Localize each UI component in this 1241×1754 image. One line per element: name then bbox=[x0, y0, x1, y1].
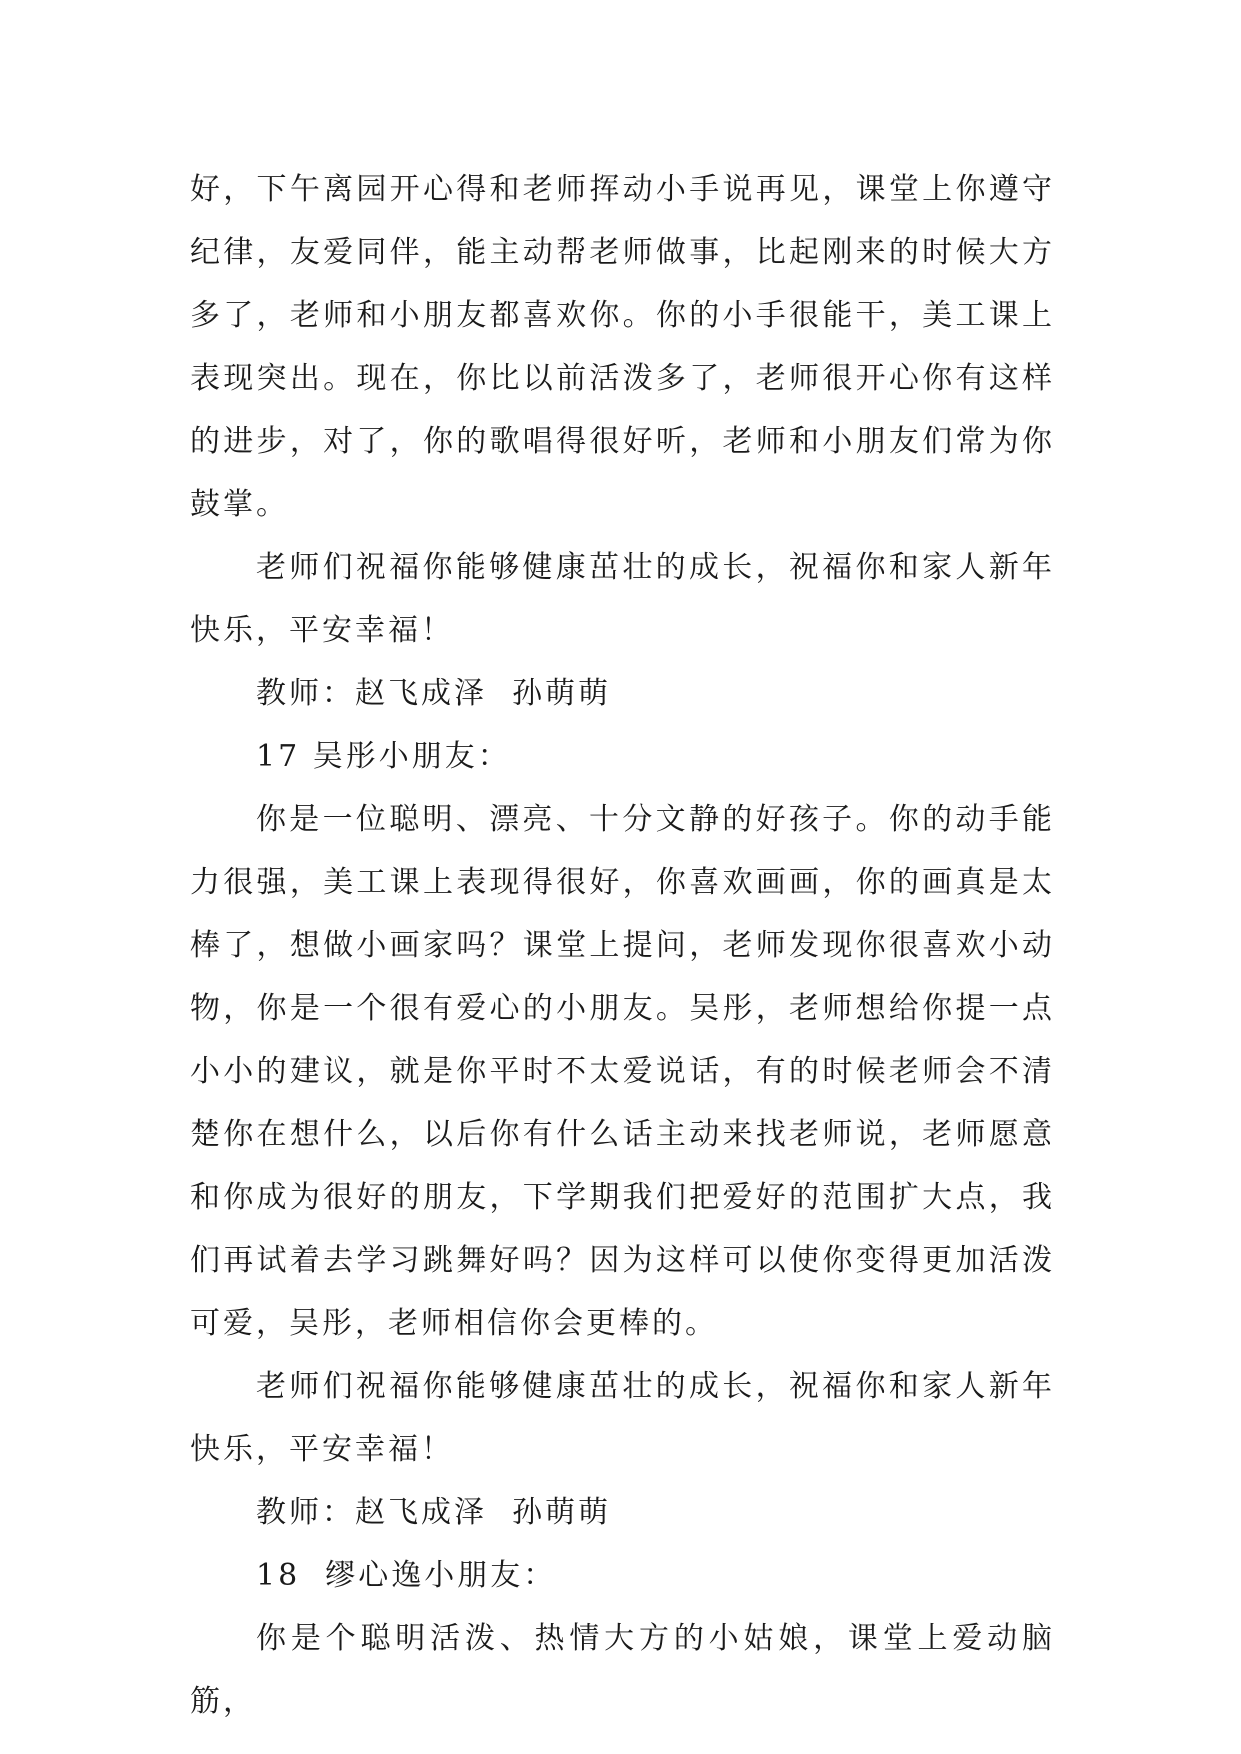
document-page bbox=[190, 158, 1055, 1733]
paragraph-comment-18: 你是个聪明活泼、热情大方的小姑娘，课堂上爱动脑筋， bbox=[190, 1621, 1055, 1719]
paragraph-heading-18: 18 缪心逸小朋友： bbox=[256, 1558, 557, 1593]
paragraph-teacher-signature-2: 教师：赵飞成泽 孙萌萌 bbox=[256, 1495, 612, 1530]
paragraph-blessing-1: 老师们祝福你能够健康茁壮的成长，祝福你和家人新年快乐，平安幸福！ bbox=[190, 550, 1055, 648]
paragraph-comment-17: 你是一位聪明、漂亮、十分文静的好孩子。你的动手能力很强，美工课上表现得很好，你喜欢画画，你的画真是太棒了，想做小画家吗？课堂上提问，老师发现你很喜欢小动物，你是一个很有爱心的小朋友。吴彤，老师想给你提一点小小的建议，就是你平时不太爱说话，有的时候老师会不清楚你在想什么，以后你有什么话主动来找老师说，老师愿意和你成为很好的朋友，下学期我们把爱好的范围扩大点，我们再试着去学习跳舞好吗？因为这样可以使你变得更加活泼可爱，吴彤，老师相信你会更棒的。 bbox=[190, 802, 1055, 1341]
paragraph-teacher-signature-1: 教师：赵飞成泽 孙萌萌 bbox=[256, 676, 612, 711]
paragraph-blessing-2: 老师们祝福你能够健康茁壮的成长，祝福你和家人新年快乐，平安幸福！ bbox=[190, 1369, 1055, 1467]
paragraph-heading-17: 17 吴彤小朋友： bbox=[256, 739, 511, 774]
paragraph-continuation: 好，下午离园开心得和老师挥动小手说再见，课堂上你遵守纪律，友爱同伴，能主动帮老师做事，比起刚来的时候大方多了，老师和小朋友都喜欢你。你的小手很能干，美工课上表现突出。现在，你比以前活泼多了，老师很开心你有这样的进步，对了，你的歌唱得很好听，老师和小朋友们常为你鼓掌。 bbox=[190, 172, 1055, 522]
